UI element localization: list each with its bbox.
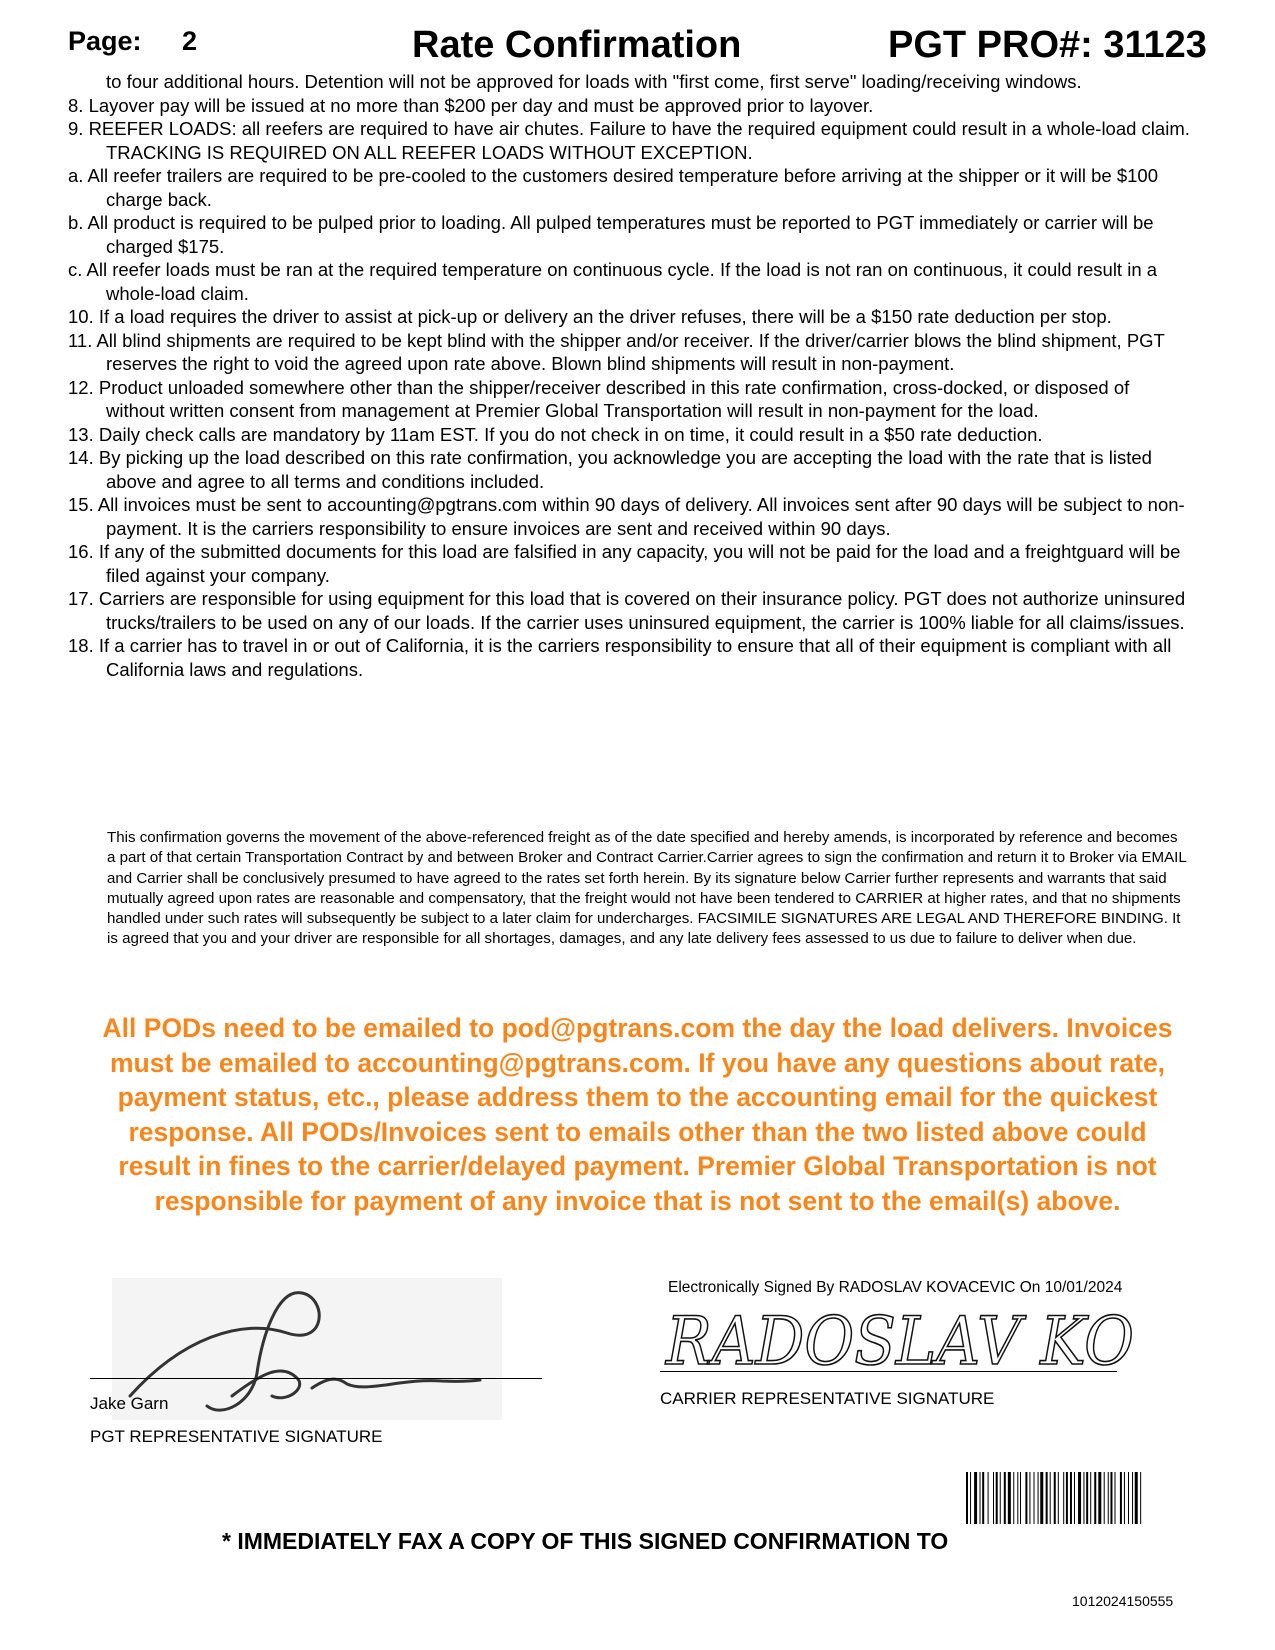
barcode-bar bbox=[1066, 1472, 1068, 1524]
barcode-bar bbox=[1124, 1472, 1125, 1524]
term-item: 8. Layover pay will be issued at no more than $200 per day and must be approved prior to layover. bbox=[68, 94, 874, 116]
barcode-bar bbox=[1108, 1472, 1109, 1524]
barcode-bar bbox=[1083, 1472, 1084, 1524]
barcode-bar bbox=[982, 1472, 984, 1524]
carrier-signature-script: RADOSLAV KO bbox=[665, 1303, 1134, 1372]
barcode-bar bbox=[1017, 1472, 1018, 1524]
barcode-bar bbox=[988, 1472, 989, 1524]
barcode-bar bbox=[1034, 1472, 1035, 1524]
barcode-bar bbox=[1090, 1472, 1091, 1524]
barcode-bar bbox=[1040, 1472, 1043, 1524]
term-item: 15. All invoices must be sent to accounting@pgtrans.com within 90 days of delivery. All invoices sent after 90 days will be subject to non-payment. It is the carriers responsibility to ensure invoices are sent and received within 90 days. bbox=[68, 494, 1185, 539]
term-item: b. All product is required to be pulped prior to loading. All pulped temperatures must be reported to PGT immediately or carrier will be charged $175. bbox=[68, 212, 1154, 257]
barcode-bar bbox=[974, 1472, 977, 1524]
barcode-bar bbox=[1074, 1472, 1075, 1524]
term-item: a. All reefer trailers are required to be pre-cooled to the customers desired temperature before arriving at the shipper or it will be $100 charge back. bbox=[68, 165, 1159, 210]
barcode-bar bbox=[1050, 1472, 1051, 1524]
barcode-bar bbox=[1020, 1472, 1021, 1524]
carrier-signature-image bbox=[660, 1300, 1140, 1372]
barcode-bar bbox=[1070, 1472, 1072, 1524]
pgt-signature-caption: PGT REPRESENTATIVE SIGNATURE bbox=[90, 1427, 383, 1446]
barcode-bar bbox=[1058, 1472, 1059, 1524]
barcode-bar bbox=[1004, 1472, 1006, 1524]
barcode-bar bbox=[980, 1472, 981, 1524]
handwritten-signature-icon bbox=[112, 1278, 502, 1420]
term-item: 14. By picking up the load described on this rate confirmation, you acknowledge you are accepting the load with the rate that is listed above and agree to all terms and conditions included. bbox=[68, 447, 1152, 492]
document-title: Rate Confirmation bbox=[412, 24, 742, 66]
barcode-bar bbox=[1115, 1472, 1116, 1524]
page-label: Page: bbox=[68, 26, 142, 56]
barcode-bar bbox=[1104, 1472, 1105, 1524]
term-item: 13. Daily check calls are mandatory by 11am EST. If you do not check in on time, it could result in a $50 rate deduction. bbox=[68, 423, 1043, 445]
barcode-bar bbox=[1000, 1472, 1001, 1524]
barcode-bar bbox=[1094, 1472, 1096, 1524]
term-item: to four additional hours. Detention will not be approved for loads with "first come, first serve" loading/receiving windows. bbox=[106, 71, 1082, 92]
barcode-bar bbox=[1128, 1472, 1129, 1524]
term-item: 16. If any of the submitted documents for this load are falsified in any capacity, you will not be paid for the load and a freightguard will be filed against your company. bbox=[68, 541, 1181, 586]
barcode-icon bbox=[966, 1472, 1209, 1524]
pgt-representative-name: Jake Garn bbox=[90, 1394, 169, 1413]
barcode-bar bbox=[993, 1472, 994, 1524]
page-number: 2 bbox=[182, 26, 198, 56]
barcode-bar bbox=[1140, 1472, 1141, 1524]
pro-number: PGT PRO#: 31123 bbox=[888, 24, 1207, 66]
barcode-bar bbox=[1029, 1472, 1030, 1524]
barcode-bar bbox=[1054, 1472, 1056, 1524]
barcode-bar bbox=[1098, 1472, 1101, 1524]
electronic-signature-note: Electronically Signed By RADOSLAV KOVACEVIC On 10/01/2024 bbox=[668, 1279, 1123, 1296]
barcode-bar bbox=[1078, 1472, 1081, 1524]
legal-paragraph: This confirmation governs the movement of the above-referenced freight as of the date specified and hereby amends, is incorporated by reference and becomes a part of that certain Transportation Contract by and between Broker and Contract Carrier.Carrier agrees to sign the confirmation and return it to Broker via EMAIL and Carrier shall be conclusively presumed to have agreed to the rates set forth herein. By its signature below Carrier further represents and warrants that said mutually agreed upon rates are reasonable and compensatory, that the freight would not have been tendered to CARRIER at higher rates, and that no shipments handled under such rates will subsequently be subject to a later claim for undercharges. FACSIMILE SIGNATURES ARE LEGAL AND THEREFORE BINDING. It is agreed that you and your driver are responsible for all shortages, damages, and any late delivery fees assessed to us due to failure to deliver when due. bbox=[107, 829, 1187, 948]
barcode-bar bbox=[1008, 1472, 1011, 1524]
pgt-signature-line bbox=[90, 1378, 542, 1379]
barcode-bar bbox=[1110, 1472, 1112, 1524]
term-item: c. All reefer loads must be ran at the required temperature on continuous cycle. If the load is not ran on continuous, it could result in a whole-load claim. bbox=[68, 259, 1158, 304]
term-item: 12. Product unloaded somewhere other than the shipper/receiver described in this rate confirmation, cross-docked, or disposed of without written consent from management at Premier Global Transportation will result in non-payment for the load. bbox=[68, 376, 1130, 421]
terms-list bbox=[68, 70, 1190, 681]
document-id: 1012024150555 bbox=[1072, 1593, 1174, 1609]
pgt-signature-image bbox=[112, 1278, 502, 1420]
barcode-bar bbox=[1013, 1472, 1014, 1524]
barcode-bar bbox=[1086, 1472, 1088, 1524]
barcode-bar bbox=[1132, 1472, 1133, 1524]
term-item: 10. If a load requires the driver to assist at pick-up or delivery an the driver refuses, there will be a $150 rate deduction per stop. bbox=[68, 306, 1112, 327]
carrier-signature-line bbox=[660, 1371, 1117, 1372]
barcode-bar bbox=[970, 1472, 971, 1524]
barcode-bar bbox=[1025, 1472, 1027, 1524]
fax-instruction: * IMMEDIATELY FAX A COPY OF THIS SIGNED CONFIRMATION TO bbox=[222, 1528, 949, 1554]
term-item: 9. REEFER LOADS: all reefers are required to have air chutes. Failure to have the required equipment could result in a whole-load claim. TRACKING IS REQUIRED ON ALL REEFER LOADS WITHOUT EXCEPTION. bbox=[68, 118, 1190, 163]
barcode-bar bbox=[1120, 1472, 1122, 1524]
barcode-bar bbox=[1046, 1472, 1048, 1524]
term-item: 18. If a carrier has to travel in or out of California, it is the carriers responsibility to ensure that all of their equipment is compliant with all California laws and regulations. bbox=[68, 635, 1172, 680]
barcode-bar bbox=[1038, 1472, 1039, 1524]
carrier-signature-caption: CARRIER REPRESENTATIVE SIGNATURE bbox=[660, 1389, 995, 1408]
barcode-bar bbox=[996, 1472, 998, 1524]
barcode-bar bbox=[1135, 1472, 1138, 1524]
term-item: 11. All blind shipments are required to be kept blind with the shipper and/or receiver. If the driver/carrier blows the blind shipment, PGT reserves the right to void the agreed upon rate above. Blown blind shipments will result in non-payment. bbox=[68, 329, 1165, 374]
term-item: 17. Carriers are responsible for using equipment for this load that is covered on their insurance policy. PGT does not authorize uninsured trucks/trailers to be used on any of our loads. If the carrier uses uninsured equipment, the carrier is 100% liable for all claims/issues. bbox=[68, 588, 1186, 633]
pod-invoice-notice: All PODs need to be emailed to pod@pgtrans.com the day the load delivers. Invoices must be emailed to accounting@pgtrans.com. If you have any questions about rate, payment status, etc., please address them to the accounting email for the quickest response. All PODs/Invoices sent to emails other than the two listed above could result in fines to the carrier/delayed payment. Premier Global Transportation is not responsible for payment of any invoice that is not sent to the email(s) above. bbox=[102, 1013, 1173, 1216]
barcode-bar bbox=[1063, 1472, 1064, 1524]
barcode-bar bbox=[966, 1472, 968, 1524]
